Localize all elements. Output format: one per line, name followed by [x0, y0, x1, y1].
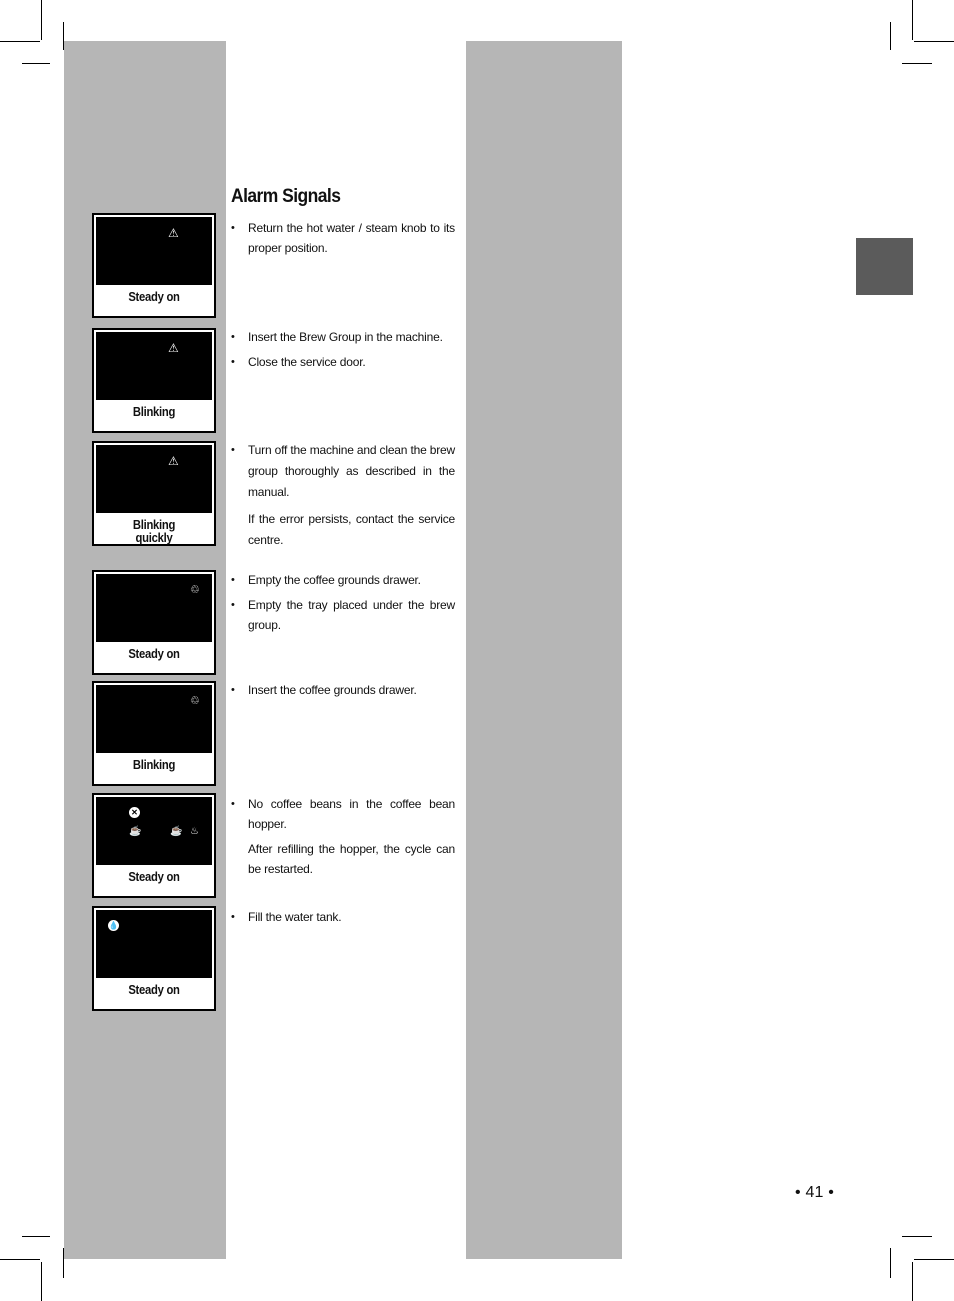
- display-state-label: Steady on: [128, 290, 180, 304]
- instruction-item: • Fill the water tank.: [231, 907, 455, 927]
- alarm-instructions: [231, 680, 455, 705]
- instruction-note: If the error persists, contact the service centre.: [248, 512, 455, 547]
- coffee-beans-icon: ✕: [129, 807, 140, 818]
- display-screen: [96, 910, 212, 978]
- middle-gray-column: [466, 41, 622, 1259]
- alarm-instructions: [231, 218, 455, 263]
- display-screen: [96, 217, 212, 285]
- instruction-note: After refilling the hopper, the cycle can be restarted.: [248, 842, 455, 876]
- display-state-label: Blinking: [132, 758, 176, 772]
- warning-triangle-icon: ⚠: [168, 226, 179, 240]
- alarm-display-panel: [92, 906, 216, 1011]
- instruction-item: • Empty the tray placed under the brew group.: [231, 595, 455, 635]
- display-state-label: Steady on: [128, 983, 180, 997]
- alarm-display-panel: [92, 328, 216, 433]
- alarm-instructions: [231, 327, 455, 377]
- instruction-item: • Return the hot water / steam knob to its proper position.: [231, 218, 455, 258]
- alarm-instructions: [231, 440, 455, 551]
- instruction-item: • Empty the coffee grounds drawer.: [231, 570, 455, 590]
- page-title: Alarm Signals: [231, 186, 341, 207]
- alarm-instructions: [231, 570, 455, 640]
- alarm-instructions: [231, 794, 455, 879]
- alarm-display-panel: [92, 441, 216, 546]
- alarm-display-panel: [92, 793, 216, 898]
- display-screen: [96, 797, 212, 865]
- instruction-item: • No coffee beans in the coffee bean hopper.: [231, 794, 455, 834]
- warning-triangle-icon: ⚠: [168, 454, 179, 468]
- display-state-label: Steady on: [128, 870, 180, 884]
- coffee-grounds-drawer-icon: ♲: [190, 695, 200, 707]
- chapter-tab-marker: [856, 238, 913, 295]
- coffee-grounds-drawer-icon: ♲: [190, 584, 200, 596]
- display-screen: [96, 332, 212, 400]
- instruction-item: • Turn off the machine and clean the brew group thoroughly as described in the manual.: [231, 440, 455, 503]
- display-state-label: Blinking: [132, 405, 176, 419]
- display-screen: [96, 685, 212, 753]
- display-state-label: Steady on: [128, 647, 180, 661]
- alarm-instructions: [231, 907, 455, 932]
- water-tank-icon: 💧: [108, 921, 119, 930]
- display-state-label: Blinking quickly: [132, 518, 176, 545]
- page-number: • 41 •: [795, 1184, 835, 1201]
- single-cup-icon: ☕: [129, 826, 142, 837]
- instruction-item: • Insert the coffee grounds drawer.: [231, 680, 455, 700]
- display-screen: [96, 574, 212, 642]
- warning-triangle-icon: ⚠: [168, 341, 179, 355]
- alarm-display-panel: [92, 570, 216, 675]
- instruction-item: • Insert the Brew Group in the machine.: [231, 327, 455, 347]
- alarm-display-panel: [92, 213, 216, 318]
- double-cup-icon: ☕: [170, 826, 183, 837]
- steam-cup-icon: ♨: [190, 826, 199, 837]
- display-screen: [96, 445, 212, 513]
- instruction-item: • Close the service door.: [231, 352, 455, 372]
- alarm-display-panel: [92, 681, 216, 786]
